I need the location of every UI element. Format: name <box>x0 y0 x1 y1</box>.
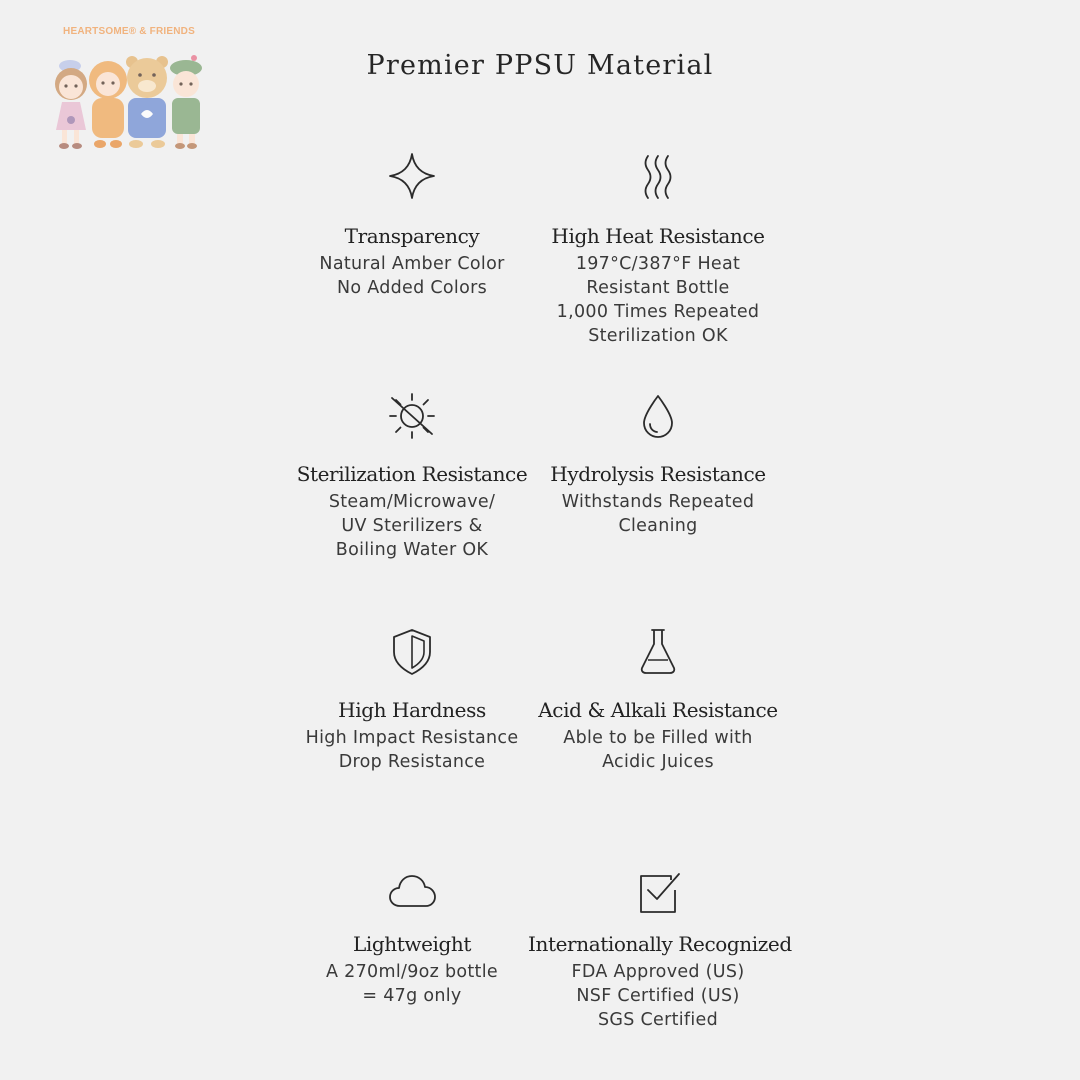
feature-line: Able to be Filled with <box>563 728 753 748</box>
brand-logo <box>44 22 214 152</box>
feature-line: Drop Resistance <box>338 752 486 772</box>
sparkle-icon <box>386 150 438 202</box>
feature-title: High Heat Resistance <box>551 224 765 248</box>
feature-line: A 270ml/9oz bottle <box>326 962 498 982</box>
feature-internationally-recognized <box>528 866 792 1032</box>
flask-icon <box>632 626 684 678</box>
feature-sterilization-resistance <box>282 390 542 562</box>
feature-line: 1,000 Times Repeated <box>556 302 760 322</box>
feature-hydrolysis-resistance <box>528 390 788 538</box>
feature-title: Acid & Alkali Resistance <box>538 698 778 722</box>
no-sun-icon <box>386 390 438 442</box>
feature-transparency <box>282 150 542 300</box>
feature-line: 197°C/387°F Heat <box>575 254 741 274</box>
feature-line: High Impact Resistance <box>305 728 519 748</box>
feature-line: No Added Colors <box>337 278 487 298</box>
checkbox-icon <box>632 866 684 918</box>
feature-line: NSF Certified (US) <box>576 986 740 1006</box>
page-title: Premier PPSU Material <box>366 50 714 81</box>
feature-line: Cleaning <box>618 516 698 536</box>
shield-icon <box>386 626 438 678</box>
feature-line: UV Sterilizers & <box>341 516 483 536</box>
feature-line: FDA Approved (US) <box>571 962 745 982</box>
water-drop-icon <box>632 390 684 442</box>
brand-logo-text: HEARTSOME® & FRIENDS <box>63 26 195 37</box>
cloud-icon <box>386 866 438 918</box>
feature-title: Sterilization Resistance <box>296 462 528 486</box>
feature-line: SGS Certified <box>597 1010 719 1030</box>
feature-title: Transparency <box>344 224 480 248</box>
feature-line: Resistant Bottle <box>586 278 730 298</box>
feature-line: = 47g only <box>362 986 462 1006</box>
feature-line: Sterilization OK <box>588 326 728 346</box>
feature-heat-resistance <box>528 150 788 348</box>
feature-high-hardness <box>282 626 542 774</box>
feature-title: Lightweight <box>352 932 472 956</box>
feature-line: Boiling Water OK <box>335 540 489 560</box>
feature-acid-alkali-resistance <box>528 626 788 774</box>
feature-title: Hydrolysis Resistance <box>550 462 766 486</box>
feature-title: High Hardness <box>338 698 486 722</box>
heat-waves-icon <box>632 150 684 202</box>
feature-line: Steam/Microwave/ <box>328 492 496 512</box>
feature-title: Internationally Recognized <box>528 932 792 956</box>
feature-lightweight <box>282 866 542 1008</box>
feature-line: Natural Amber Color <box>319 254 505 274</box>
feature-line: Acidic Juices <box>602 752 714 772</box>
feature-line: Withstands Repeated <box>561 492 755 512</box>
